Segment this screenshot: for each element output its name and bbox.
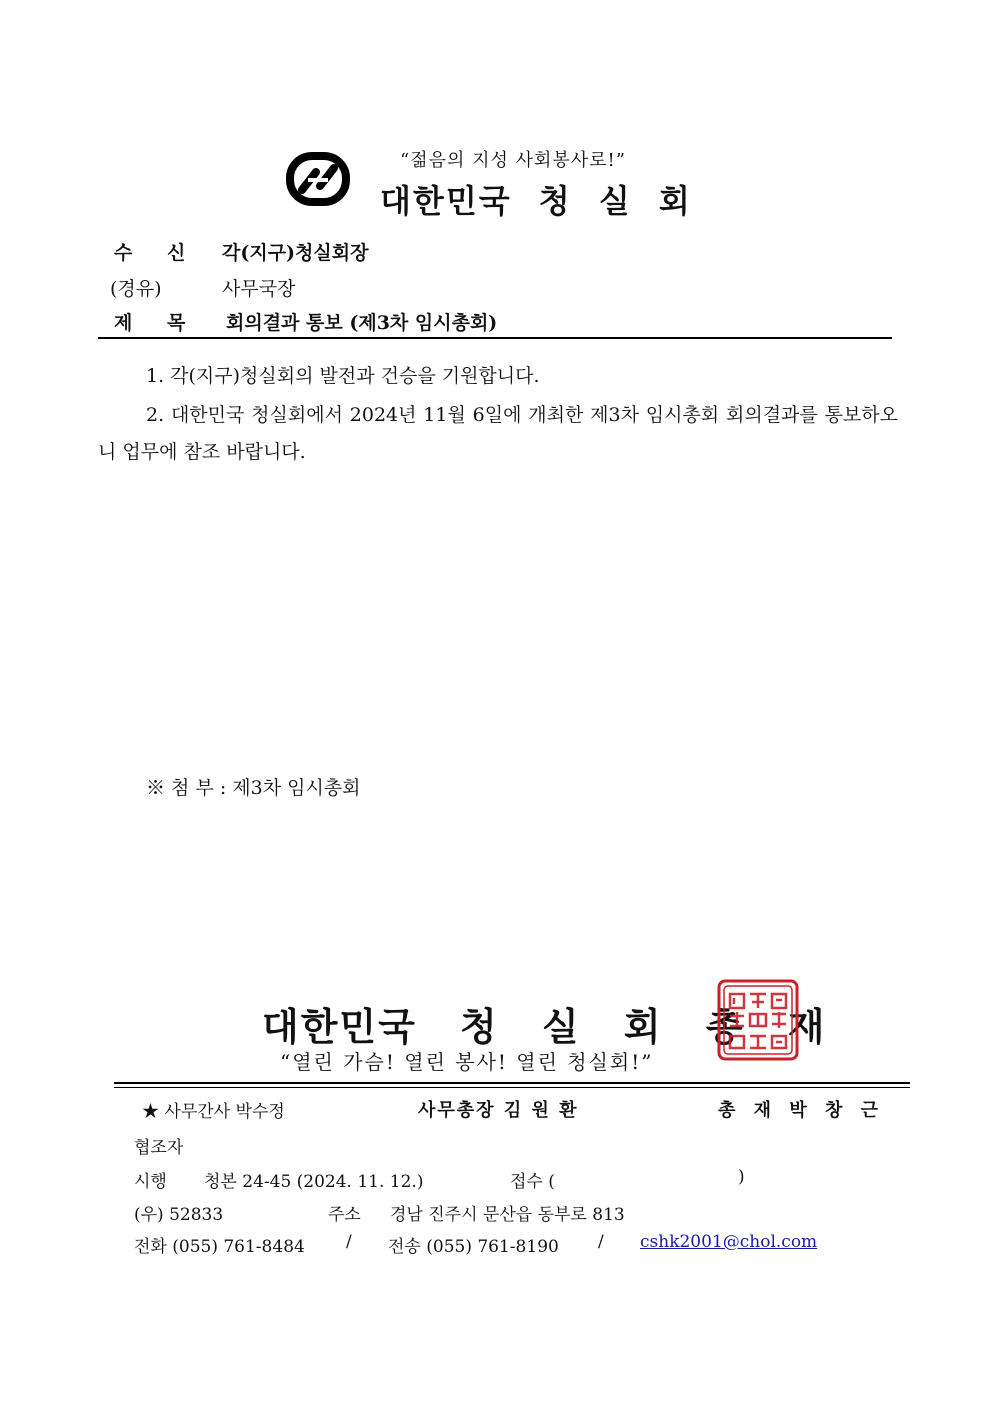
issue-value: 청본 24-45 (2024. 11. 12.) <box>204 1172 424 1192</box>
header-slogan: “젊음의 지성 사회봉사로!” <box>400 150 626 171</box>
postal-code: (우) 52833 <box>134 1205 224 1225</box>
address-value: 경남 진주시 문산읍 동부로 813 <box>390 1205 625 1225</box>
subject-value: 회의결과 통보 (제3차 임시총회) <box>226 312 498 334</box>
secretary-general: 사무총장 김 원 환 <box>418 1100 579 1121</box>
footer-slogan: “열린 가슴! 열린 봉사! 열린 청실회!” <box>280 1050 654 1074</box>
via-label: (경유) <box>110 278 162 300</box>
phone-number: 전화 (055) 761-8484 <box>134 1237 305 1257</box>
official-seal-icon <box>716 978 800 1062</box>
separator-2: / <box>598 1232 604 1252</box>
address-label: 주소 <box>328 1205 361 1225</box>
via-value: 사무국장 <box>222 278 296 300</box>
footer-divider-thick <box>114 1082 910 1084</box>
issue-label: 시행 <box>134 1172 167 1192</box>
fax-number: 전송 (055) 761-8190 <box>388 1237 559 1257</box>
cooperator-label: 협조자 <box>134 1138 184 1158</box>
footer-title: 대한민국 청 실 회 총 재 <box>262 1004 827 1049</box>
header-divider <box>98 337 892 339</box>
footer-divider-thin <box>114 1087 910 1088</box>
attachment-line: ※ 첨 부 : 제3차 임시총회 <box>146 777 361 799</box>
paragraph-2: 2. 대한민국 청실회에서 2024년 11월 6일에 개최한 제3차 임시총회 회의결과를 통보하오니 업무에 참조 바랍니다. <box>98 404 898 463</box>
president: 총 재 박 창 근 <box>718 1100 885 1121</box>
receipt-label: 접수 ( <box>510 1172 555 1192</box>
recipient-value: 각(지구)청실회장 <box>222 242 369 264</box>
org-logo-icon <box>286 150 350 208</box>
email-link[interactable]: cshk2001@chol.com <box>640 1232 818 1252</box>
paragraph-1: 1. 각(지구)청실회의 발전과 건승을 기원합니다. <box>146 365 540 387</box>
receipt-close: ) <box>738 1167 745 1187</box>
org-title: 대한민국 청 실 회 <box>380 182 692 220</box>
recipient-label: 수 신 <box>114 242 200 264</box>
subject-label: 제 목 <box>114 312 200 334</box>
staff-label: ★ 사무간사 박수정 <box>142 1102 285 1122</box>
separator-1: / <box>346 1232 352 1252</box>
